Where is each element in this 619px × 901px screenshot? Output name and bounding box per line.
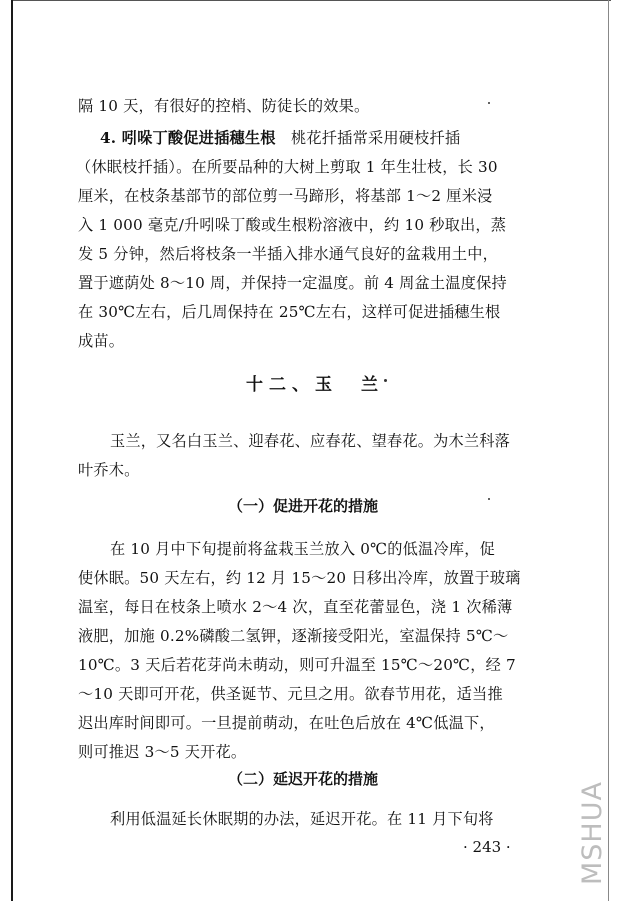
text-line: 叶乔木。 <box>78 461 140 479</box>
text-line: 10℃。3 天后若花芽尚未萌动，则可升温至 15℃～20℃，经 7 <box>78 656 516 674</box>
text-line: 在 30℃左右，后几周保持在 25℃左右，这样可促进插穗生根 <box>78 303 501 321</box>
paragraph-delay <box>82 808 552 838</box>
text-line: 在 10 月中下旬提前将盆栽玉兰放入 0℃的低温冷库，促 <box>110 540 495 558</box>
text-line: 入 1 000 毫克/升吲哚丁酸或生根粉溶液中，约 10 秒取出，蒸 <box>78 216 507 234</box>
text-line: 使休眠。50 天左右，约 12 月 15～20 日移出冷库，放置于玻璃 <box>78 569 521 587</box>
text-line: ～10 天即可开花，供圣诞节、元旦之用。欲春节用花，适当推 <box>78 685 503 703</box>
text-line: 厘米，在枝条基部节的部位剪一马蹄形，将基部 1～2 厘米浸 <box>78 187 493 205</box>
page-right-edge <box>608 0 609 901</box>
subsection-title-2: （二）延迟开花的措施 <box>228 770 379 788</box>
text-line: 隔 10 天，有很好的控梢、防徒长的效果。 <box>78 97 370 115</box>
scan-speck <box>488 498 490 500</box>
scan-speck <box>488 102 490 104</box>
text-line: 发 5 分钟，然后将枝条一半插入排水通气良好的盆栽用土中， <box>78 245 498 263</box>
text-line: 迟出库时间即可。一旦提前萌动，在吐色后放在 4℃低温下， <box>78 714 495 732</box>
text-line: 利用低温延长休眠期的办法，延迟开花。在 11 月下旬将 <box>110 810 494 828</box>
text-line: 玉兰，又名白玉兰、迎春花、应春花、望春花。为木兰科落 <box>110 432 511 450</box>
text-line: 置于遮荫处 8～10 周，并保持一定温度。前 4 周盆土温度保持 <box>78 274 507 292</box>
section-title: 十二、玉 兰 <box>246 375 384 395</box>
subsection-title-1: （一）促进开花的措施 <box>228 497 379 515</box>
text-line: 液肥，加施 0.2%磷酸二氢钾，逐渐接受阳光，室温保持 5℃～ <box>78 627 509 645</box>
scan-speck <box>384 379 387 382</box>
item-heading: 4. 吲哚丁酸促进插穗生根 <box>100 129 276 147</box>
text-line: 成苗。 <box>78 332 125 350</box>
paragraph-promote <box>78 538 552 761</box>
text-line: 温室，每日在枝条上喷水 2～4 次，直至花蕾显色，浇 1 次稀薄 <box>78 598 513 616</box>
page-left-edge <box>11 0 13 901</box>
text-line: （休眠枝扦插）。在所要品种的大树上剪取 1 年生壮枝，长 30 <box>76 158 498 176</box>
watermark: MSHUA <box>577 781 608 885</box>
page-top-edge <box>11 0 611 1</box>
text-line: 则可推迟 3～5 天开花。 <box>78 743 247 761</box>
item-text: 桃花扦插常采用硬枝扦插 <box>291 129 461 147</box>
text-line <box>100 127 460 148</box>
paragraph-intro <box>78 430 552 490</box>
paragraph-cutting <box>76 95 552 355</box>
page-number: · 243 · <box>463 838 511 856</box>
